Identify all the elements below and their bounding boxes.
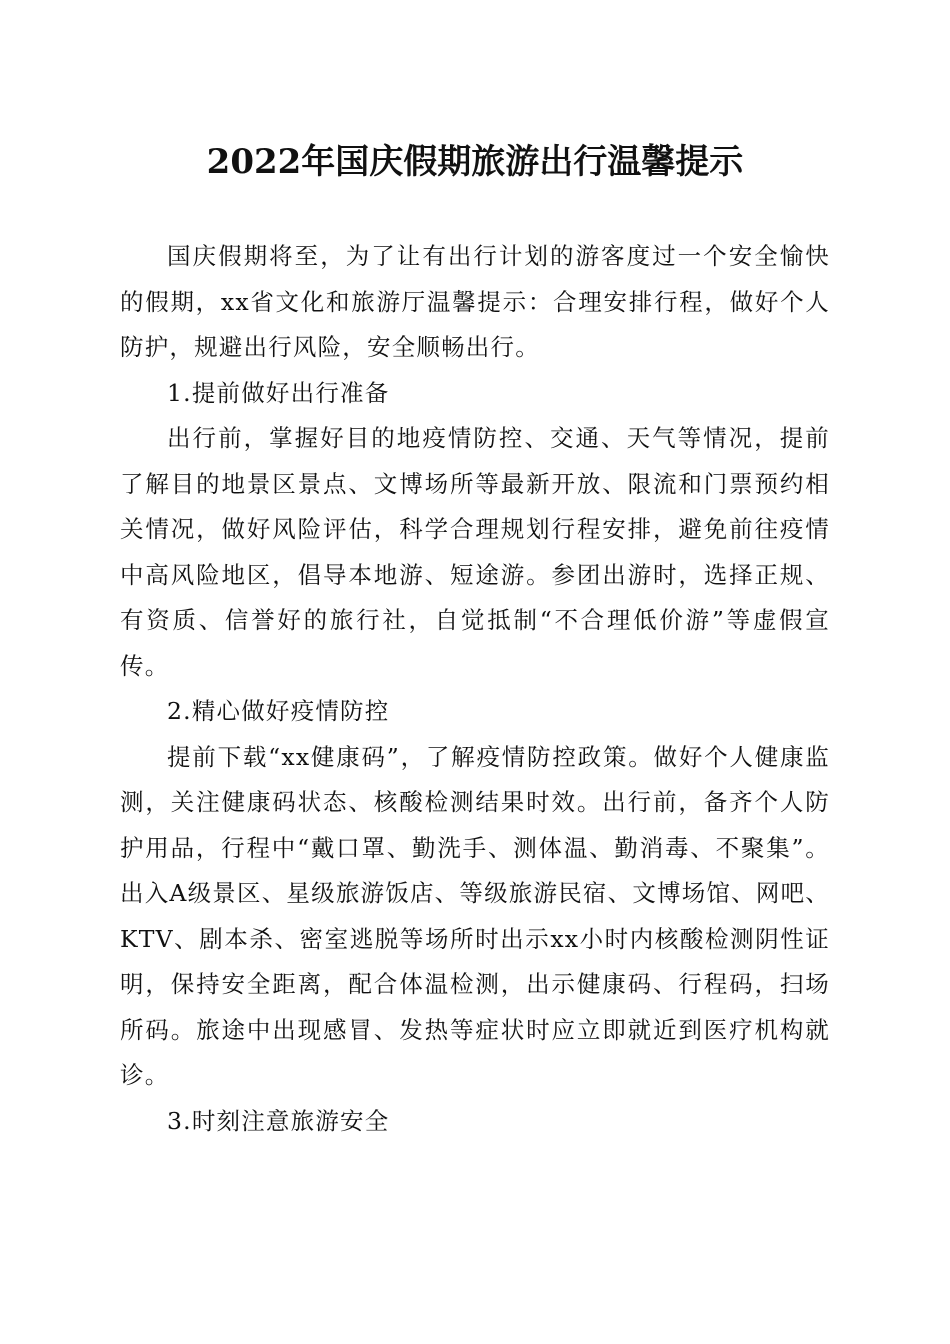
section-heading-3: 3.时刻注意旅游安全 <box>167 1106 390 1135</box>
section-body-2: 提前下载“xx健康码”，了解疫情防控政策。做好个人健康监测，关注健康码状态、核酸检测结果时效。出行前，备齐个人防护用品，行程中“戴口罩、勤洗手、测体温、勤消毒、不聚集”。出入A级景区、星级旅游饭店、等级旅游民宿、文博场馆、网吧、KTV、剧本杀、密室逃脱等场所时出示xx小时内核酸检测阴性证明，保持安全距离，配合体温检测，出示健康码、行程码，扫场所码。旅途中出现感冒、发热等症状时应立即就近到医疗机构就诊。 <box>120 742 830 1089</box>
section-body-1: 出行前，掌握好目的地疫情防控、交通、天气等情况，提前了解目的地景区景点、文博场所等最新开放、限流和门票预约相关情况，做好风险评估，科学合理规划行程安排，避免前往疫情中高风险地区，倡导本地游、短途游。参团出游时，选择正规、有资质、信誉好的旅行社，自觉抵制“不合理低价游”等虚假宣传。 <box>120 424 830 680</box>
section-heading-1: 1.提前做好出行准备 <box>167 378 390 407</box>
intro-paragraph: 国庆假期将至，为了让有出行计划的游客度过一个安全愉快的假期，xx省文化和旅游厅温馨提示：合理安排行程，做好个人防护，规避出行风险，安全顺畅出行。 <box>120 242 830 361</box>
section-heading-2: 2.精心做好疫情防控 <box>167 697 390 725</box>
document-title: 2022年国庆假期旅游出行温馨提示 <box>206 142 744 182</box>
